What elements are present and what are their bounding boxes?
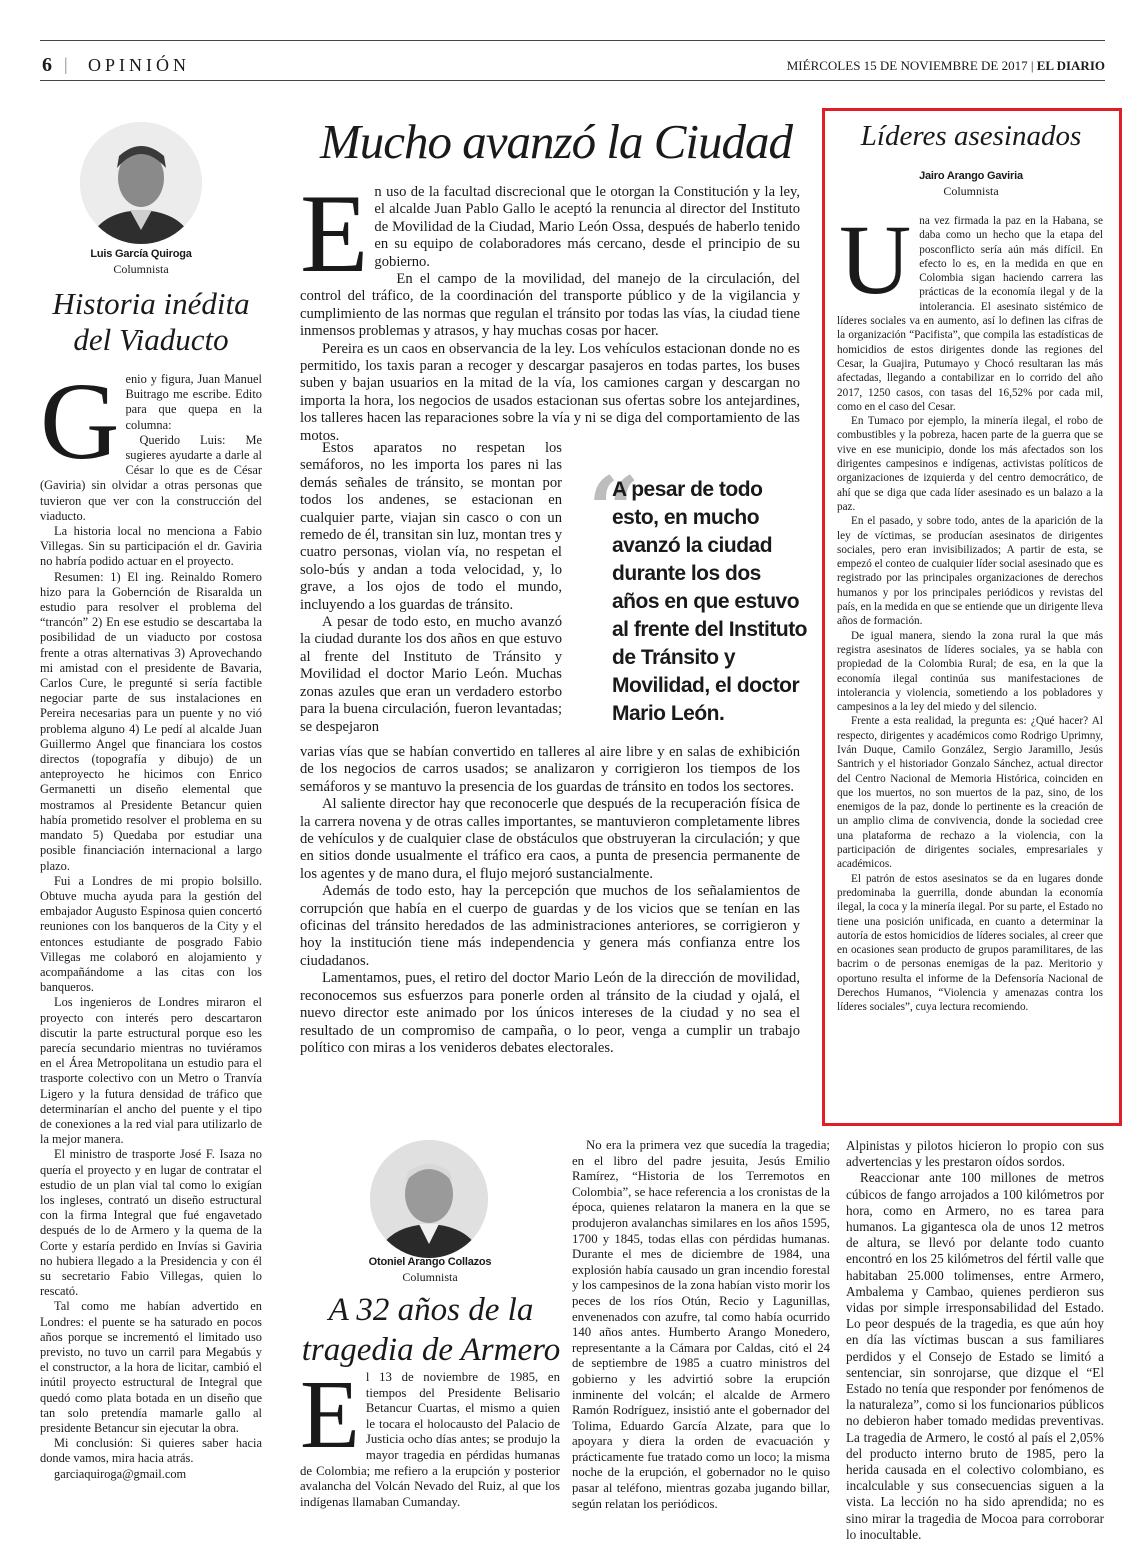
paragraph: Fui a Londres de mi propio bolsillo. Obtuve mucha ayuda para la gestión del embajador Augusto Espinosa quien concertó reuniones con los banqueros de la City y el entonces estudiante de posgrado Fabio Villegas me colaboró en alojamiento y acompañándome a las citas con los banqueros. [40, 873, 262, 995]
article-body-ciudad-top [300, 172, 800, 445]
page-number: 6 [42, 54, 52, 76]
author-email: garciaquiroga@gmail.com [54, 1466, 187, 1481]
paragraph-continuation: varias vías que se habían convertido en talleres al aire libre y en salas de exhibición de los negocios de carros usados; se analizaron y corrigieron los tiempos de los semáforos y se mantuvo la presencia de los guardas de tránsito en todos los sectores. [300, 744, 800, 795]
headline-lideres: Líderes asesinados [860, 120, 1082, 152]
avatar-portrait-icon [80, 122, 202, 244]
paragraph: No era la primera vez que sucedía la tragedia; en el libro del padre jesuita, Jesús Emilio Ramírez, “Historia de los Terremotos en Colombia”, se hace referencia a los cronistas de la época, quienes relataron la manera en la que se produjeron avalanchas similares en los años 1595, 1700 y 1845, todas ellas con pérdidas humanas. Durante el mes de diciembre de 1984, una explosión había causado un gran incendio forestal y los campesinos de la zona habían visto morir los peces de los ríos Otún, Recio y Lagunillas, envenenados con azufre, tal como había ocurrido 140 años antes. Humberto Arango Monedero, representante a la Cámara por Caldas, citó el 24 de septiembre de 1985 a cuatro ministros del gobierno y les advirtió sobre la erupción inminente del volcán; el alcalde de Armero Ramón Rodríguez, insistió ante el gobernador del Tolima, Eduardo García Alzate, para que lo apoyara y diera la orden de evacuación y prácticamente fue tratado como un loco; la misma noche de la erupción, el gobernador no le quiso pasar al teléfono, mientras gozaba jugando billar, según relatan los periódicos. [572, 1138, 830, 1511]
paragraph: Reaccionar ante 100 millones de metros cúbicos de fango arrojados a 100 kilómetros por hora, como en Armero, no es tarea para humanos. La gigantesca ola de unos 12 metros de altura, se llevó por delante todo cuanto encontró en los 25 kilómetros del fértil valle que habitaban 25.000 tolimenses, entre Armero, Ambalema y Cambao, quienes perdieron sus vidas por simple irresponsabilidad del Estado. Lo peor después de la tragedia, es que aún hoy en día las víctimas buscan a sus familiares perdidos y el Consejo de Estado se limitó a sentenciar, sin sonrojarse, que dizque el “El Estado no tenía que responder por fenómenos de la naturaleza”, como si los funcionarios públicos no debieron haber tomado medidas preventivas. La tragedia de Armero, le costó al país el 2,05% del producto interno bruto de 1985, pero la herida causada en el colectivo colombiano, es incalculable y sus consecuencias siguen a la vista. La lección no ha sido aprendida; no es sino mirar la tragedia de Mocoa para corroborar lo inocultable. [846, 1170, 1104, 1542]
lead-paragraph: l 13 de noviembre de 1985, en tiempos del Presidente Belisario Betancur Cuartas, el mismo a quien le tocara el holocausto del Palacio de Justicia ocho días antes; se produjo la mayor tragedia en pérdidas humanas de Colombia; me refiero a la erupción y posterior avalancha del Volcán Nevado del Ruiz, al que los indígenas llamaban Cumanday. [300, 1370, 560, 1509]
paragraph: El patrón de estos asesinatos se da en lugares donde predominaba la guerrilla, donde abundan la economía ilegal, la coca y la minería ilegal. Por su parte, el Estado no tiene una posición unificada, en cuanto a determinar la autoría de estos homicidios de líderes sociales, al creer que en ocasiones sean producto de grupos paramilitares, de las bacrim o de personas enemigas de la paz. Meritorio y oportuno resulta el informe de la Defensoría Nacional de Derechos Humanos, “Violencia y amenazas contra los líderes sociales”, cuya lectura recomiendo. [837, 872, 1103, 1014]
author-photo-luis [80, 122, 202, 244]
avatar-portrait-icon [370, 1140, 488, 1258]
paragraph: Querido Luis: Me sugieres ayudarte a darle al César lo que es de César (Gaviria) sin olvidar a otras personas que tuvieron que ver con la construcción del viaducto. [40, 432, 262, 523]
header-top-rule [40, 40, 1105, 41]
lead-paragraph: na vez firmada la paz en la Habana, se daba como un hecho que la etapa del posconflicto sería aún más difícil. En efecto lo es, en la medida en que en Colombia sigan haciendo carrera las prácticas de la economía ilegal y de la intolerancia. El asesinato sistémico de líderes sociales va en aumento, así lo definen las cifras de la organización “Pacifista”, que compila las estadísticas de homicidios de estos dirigentes donde las regiones del Cesar, la Guajira, Putumayo y Chocó resultaran las más afectadas, llegando a contabilizar en lo corrido del año 2017, 1250 casos, con tasas del 16,52% por cada mil, como en el caso del Cesar. [837, 215, 1103, 413]
author-name-otoniel: Otoniel Arango Collazos [368, 1256, 492, 1268]
headline-line-1: A 32 años de la [328, 1292, 534, 1328]
dropcap: E [300, 172, 369, 296]
article-body-armero-col3 [846, 1138, 1104, 1543]
paragraph: La historia local no menciona a Fabio Villegas. Sin su participación el dr. Gaviria no habría podido actuar en el proyecto. [40, 524, 262, 569]
article-body-viaducto [40, 360, 262, 1482]
lead-paragraph: enio y figura, Juan Manuel Buitrago me escribe. Edito para que quepa en la columna: [125, 372, 262, 432]
header-separator: | [64, 54, 68, 74]
paragraph: Lamentamos, pues, el retiro del doctor Mario León de la dirección de movilidad, reconocemos sus esfuerzos para ponerle orden al tránsito de la ciudad y ojalá, el nuevo director este animado por los únicos intereses de la ciudad y no sea el resultado de un compromiso de campaña, o lo peor, venga a cumplir un trabajo político con miras a los venideros debates electorales. [300, 970, 800, 1056]
dropcap: U [839, 204, 912, 315]
headline-viaducto [40, 286, 262, 358]
paragraph: En el pasado, y sobre todo, antes de la aparición de la ley de víctimas, se producían asesinatos de dirigentes sociales, pero eran invisibilizados; A partir de esta, se empezó el conteo de cualquier líder social asesinado que es registrado por las principales organizaciones de derechos humanos y por los principales periódicos y revistas del país, en la medida en que se entiende que un dirigente lleva años de formación. [837, 515, 1103, 628]
paragraph: En el campo de la movilidad, del manejo de la circulación, del control del tráfico, de la coordinación del transporte público y de la vigilancia y cumplimiento de las normas que regulan el tránsito por todas las vías, la ciudad tiene inmensos problemas y atrasos, y hay muchas cosas por hacer. [300, 271, 800, 340]
dateline [787, 58, 1105, 74]
pullquote: A pesar de todo esto, en mucho avanzó la ciudad durante los dos años en que estuvo al frente del Instituto de Tránsito y Movilidad, el doctor Mario León. [612, 478, 808, 725]
dropcap: G [40, 360, 120, 482]
quote-mark-icon: “ [588, 457, 640, 563]
paragraph: Mi conclusión: Si quieres saber hacia donde vamos, mira hacia atrás. [40, 1436, 262, 1466]
headline-line-2: del Viaducto [73, 322, 229, 357]
article-body-ciudad-bottom [300, 744, 800, 1057]
author-photo-otoniel [370, 1140, 488, 1258]
date-separator: | [1027, 58, 1037, 73]
paragraph: A pesar de todo esto, en mucho avanzó la ciudad durante los dos años en que estuvo al frente del Instituto de Tránsito y Movilidad el doctor Mario León. Muchas zonas azules que eran un verdadero estorbo para la buena circulación, fueron levantadas; se despejaron [300, 614, 562, 735]
newspaper-name: EL DIARIO [1036, 58, 1105, 73]
dropcap: E [300, 1361, 360, 1469]
paragraph: Tal como me habían advertido en Londres: el puente se ha saturado en pocos años porque se incrementó el limitado uso previsto, no tuvo un carril para Megabús y el constructor, a la hora de licitar, cambió el inútil proyecto estructural de Integral que quedó como plata botada en un diseño que tan solo pretendía mamarle gallo al presidente Betancur sin ejecutar la obra. [40, 1299, 262, 1436]
header-bottom-rule [40, 80, 1105, 81]
author-role-luis: Columnista [113, 262, 169, 276]
author-name-luis: Luis García Quiroga [90, 248, 192, 260]
article-body-armero-col1 [300, 1361, 560, 1510]
author-role-jairo: Columnista [943, 184, 999, 198]
headline-armero [300, 1290, 562, 1370]
date: MIÉRCOLES 15 DE NOVIEMBRE DE 2017 [786, 58, 1028, 73]
article-body-ciudad-narrow [300, 440, 562, 736]
article-body-armero-col2 [572, 1138, 830, 1512]
headline-ciudad: Mucho avanzó la Ciudad [319, 114, 793, 169]
headline-line-1: Historia inédita [52, 286, 250, 321]
author-name-jairo: Jairo Arango Gaviria [919, 170, 1023, 182]
paragraph: De igual manera, siendo la zona rural la que más registra asesinatos de líderes sociales, ya se habla con propiedad de la Colombia Rural; de esa, en la que la economía ilegal continúa sus manifestaciones de intolerancia y violencia, sometiendo a los pobladores y campesinos a la ley del miedo y del silencio. [837, 629, 1103, 714]
paragraph: Estos aparatos no respetan los semáforos, no les importa los pares ni las demás señales de tránsito, se montan por todos los andenes, se estacionan en cualquier parte, viajan sin casco o con un remedo de él, transitan sin luz, montan tres y cuatro personas, violan vía, no respetan el solo-bús y andan a toda velocidad, y, lo grave, a los ojos de todo el mundo, incluyendo a los guardas de tránsito. [300, 440, 562, 613]
lead-paragraph: n uso de la facultad discrecional que le otorgan la Constitución y la ley, el alcalde Juan Pablo Gallo le aceptó la renuncia al director del Instituto de Movilidad de la Ciudad, Mario León Ossa, después de haberlo tenido en su equipo de colaboradores más cercano, desde el principio de su gobierno. [374, 184, 800, 270]
paragraph: Frente a esta realidad, la pregunta es: ¿Qué hacer? Al respecto, dirigentes y académicos como Rodrigo Uprimny, Iván Duque, Camilo González, Sergio Jaramillo, Jesús Santrich y el historiador Gonzalo Sánchez, actual director del Centro Nacional de Memoria Histórica, coinciden en que los muertos, no son muertos de la paz, sino, de los enemigos de la paz, donde lo pertinente es la creación de un amplio clima de convivencia, donde la sociedad cree una plataforma de rechazo a la violencia, con la participación de dirigentes sociales, empresariales y académicos. [837, 715, 1103, 871]
section-title: OPINIÓN [88, 55, 190, 75]
paragraph: En Tumaco por ejemplo, la minería ilegal, el robo de combustibles y la pobreza, hacen parte de la guerra que se vive en ese municipio, donde los más afectados son los dirigentes campesinos e indígenas, activistas políticos de organizaciones de izquierda y del centro democrático, de ahí que se diga que cada líder asesinado es un balazo a la paz. [837, 415, 1103, 513]
paragraph: Al saliente director hay que reconocerle que después de la recuperación física de la carrera novena y de otras calles importantes, se mantuvieron completamente libres de vehículos y de cualquier clase de obstáculos que obstruyeran la circulación; y que en sitios donde usualmente el tráfico era caos, a punta de presencia permanente de los agentes y de mano dura, el flujo mejoró sustancialmente. [300, 796, 800, 882]
paragraph: El ministro de trasporte José F. Isaza no quería el proyecto y en lugar de contratar el estudio de un plan vial tal como lo exigían los ingleses, contrató un diseño estructural con la firma Integral que fué engavetado después de lo de Armero y la quema de la Corte y estaría perdido en Invías si Gaviria no hubiera llegado a la Presidencia y con él su secretario Fabio Villegas, quien lo rescató. [40, 1147, 262, 1299]
paragraph: Pereira es un caos en observancia de la ley. Los vehículos estacionan donde no es permitido, los taxis paran a recoger y descargar pasajeros en todas partes, los buses suben y bajan usuarios en la mitad de la vía, los camiones cargan y descargan no importa la hora, los negocios de usados estacionan sus ofertas sobre los antejardines, los talleres hacen las reparaciones sobre la vía y ni se diga del comportamiento de las motos. [300, 340, 800, 444]
author-role-otoniel: Columnista [402, 1270, 458, 1284]
paragraph: Además de todo esto, hay la percepción que muchos de los señalamientos de corrupción que había en el cuerpo de guardas y de los vicios que se tenían en las oficinas del tránsito heredados de las administraciones anteriores, se corrigieron y hoy la institución tiene más independencia y genera más confianza entre los ciudadanos. [300, 883, 800, 969]
headline-line-2: tragedia de Armero [301, 1332, 561, 1368]
paragraph: Resumen: 1) El ing. Reinaldo Romero hizo para la Gobernción de Risaralda un estudio para resolver el problema del “trancón” 2) En ese estudio se descartaba la posibilidad de un viaducto por costosa frente a otras alternativas 3) Aprovechando mi amistad con el presidente de Bavaria, Carlos Cure, le pregunté si sería factible negociar parte de sus instalaciones en Pereira necesarias para un puente y no vió problema alguno 4) Le pedí al alcalde Juan Guillermo Angel que financiara los costos directos (topografía y dibujo) de un anteproyecto he hicimos con Enrico Germanetti un diseño elemental que mostramos al Presidente Betancur quien había prometido resolver el problema en su mandato 5) Quedaba por estudiar una posible financiación internacional a largo plazo. [40, 569, 262, 873]
paragraph: Alpinistas y pilotos hicieron lo propio con sus advertencias y les prestaron oídos sordos. [846, 1138, 1104, 1170]
paragraph: Los ingenieros de Londres miraron el proyecto con interés pero descartaron discutir la parte estructural porque eso les parecía secundario mientras no tuviéramos en el Área Metropolitana un estudio para el trasporte colectivo con un Metro o Tranvía Ligero y la futura densidad de tráfico que determinarían el ancho del puente y el tipo de conexiones a la red vial para utilizarlo de la mejor manera. [40, 995, 262, 1147]
article-body-lideres [837, 204, 1103, 1015]
